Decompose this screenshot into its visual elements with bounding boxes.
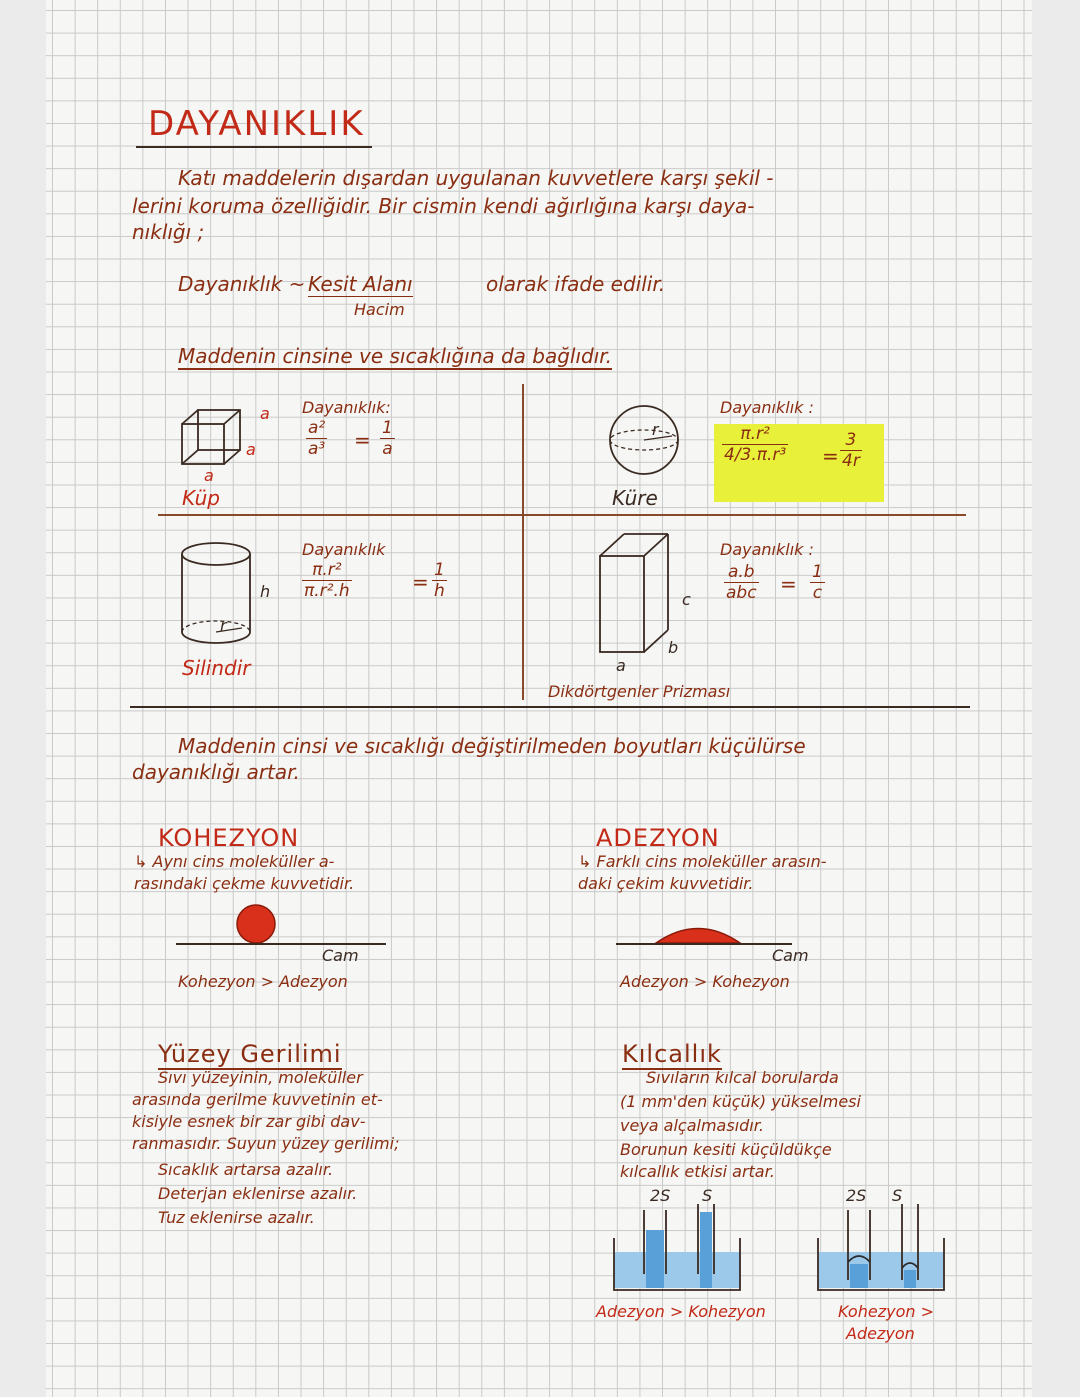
capillarity-line-1: Sıvıların kılcal borularda — [646, 1068, 839, 1087]
capillarity-line-5: kılcallık etkisi artar. — [620, 1162, 775, 1181]
cube-den-2: a — [382, 439, 393, 459]
page-title: DAYANIKLIK — [148, 104, 365, 144]
formula-tail: olarak ifade edilir. — [486, 272, 666, 296]
cylinder-den-1: π.r².h — [304, 581, 350, 601]
dependence-note: Maddenin cinsine ve sıcaklığına da bağlıdır. — [178, 344, 613, 368]
cohesion-surface-label: Cam — [322, 946, 359, 965]
prism-heading: Dayanıklık : — [720, 540, 814, 559]
sphere-den-2: 4r — [842, 451, 860, 471]
intro-line-1: Katı maddelerin dışardan uygulanan kuvvetlere karşı şekil - — [178, 166, 774, 190]
title-underline — [136, 146, 372, 148]
cube-heading: Dayanıklık: — [302, 398, 391, 417]
capillary-adhesion-drawing — [608, 1204, 758, 1294]
prism-fraction-2 — [810, 562, 825, 603]
surface-tension-line-7: Tuz eklenirse azalır. — [158, 1208, 315, 1227]
horizontal-divider — [158, 514, 966, 516]
formula-lhs: Dayanıklık ~ — [178, 272, 306, 296]
cylinder-num-1: π.r² — [302, 560, 352, 581]
size-note-line-1: Maddenin cinsi ve sıcaklığı değiştirilmeden boyutları küçülürse — [178, 734, 806, 758]
sphere-equals: = — [822, 444, 839, 468]
capillarity-line-2: (1 mm'den küçük) yükselmesi — [620, 1092, 861, 1111]
capillary-right-caption-2: Adezyon — [846, 1324, 915, 1343]
formula-numerator: Kesit Alanı — [308, 272, 413, 296]
section-divider — [130, 706, 970, 708]
prism-den-1: abc — [726, 583, 757, 603]
cylinder-label: Silindir — [182, 656, 251, 680]
cube-fraction-1 — [306, 418, 327, 459]
sphere-fraction-1 — [722, 424, 788, 465]
surface-tension-line-1: Sıvı yüzeyinin, moleküller — [158, 1068, 363, 1087]
surface-tension-line-2: arasında gerilme kuvvetinin et- — [132, 1090, 383, 1109]
cohesion-title: KOHEZYON — [158, 824, 300, 852]
cohesion-drop-drawing — [176, 900, 416, 960]
cube-edge-top: a — [260, 404, 270, 423]
sphere-den-1: 4/3.π.r³ — [724, 445, 787, 465]
cube-label: Küp — [182, 486, 220, 510]
cohesion-relation: Kohezyon > Adezyon — [178, 972, 348, 991]
cylinder-fraction-1 — [302, 560, 352, 601]
sphere-radius: r — [652, 420, 659, 439]
adhesion-line-2: daki çekim kuvvetidir. — [578, 874, 754, 893]
sphere-heading: Dayanıklık : — [720, 398, 814, 417]
prism-edge-c: c — [682, 590, 691, 609]
cylinder-equals: = — [412, 570, 429, 594]
adhesion-line-1: ↳ Farklı cins moleküller arasın- — [578, 852, 827, 871]
capillary-right-caption-1: Kohezyon > — [838, 1302, 934, 1321]
capillarity-line-4: Borunun kesiti küçüldükçe — [620, 1140, 832, 1159]
surface-tension-line-6: Deterjan eklenirse azalır. — [158, 1184, 358, 1203]
left-tube-label-s: S — [702, 1186, 713, 1205]
sphere-num-2: 3 — [840, 430, 862, 451]
cylinder-num-2: 1 — [434, 560, 445, 580]
surface-tension-title: Yüzey Gerilimi — [158, 1040, 342, 1068]
formula-denominator: Hacim — [354, 300, 405, 319]
cube-edge-side: a — [246, 440, 256, 459]
cube-den-1: a³ — [308, 439, 326, 459]
cube-num-1: a² — [308, 418, 326, 438]
cube-edge-bottom: a — [204, 466, 214, 485]
surface-tension-line-4: ranmasıdır. Suyun yüzey gerilimi; — [132, 1134, 400, 1153]
cube-num-2: 1 — [382, 418, 393, 438]
surface-tension-line-3: kisiyle esnek bir zar gibi dav- — [132, 1112, 366, 1131]
prism-num-1: a.b — [724, 562, 759, 583]
prism-edge-a: a — [616, 656, 626, 675]
sphere-fraction-2 — [840, 430, 862, 471]
capillary-left-caption: Adezyon > Kohezyon — [596, 1302, 766, 1321]
surface-tension-line-5: Sıcaklık artarsa azalır. — [158, 1160, 334, 1179]
size-note-line-2: dayanıklığı artar. — [132, 760, 300, 784]
vertical-divider — [522, 384, 524, 700]
intro-line-2: lerini koruma özelliğidir. Bir cismin kendi ağırlığına karşı daya- — [132, 194, 755, 218]
intro-line-3: nıklığı ; — [132, 220, 205, 244]
right-tube-label-s: S — [892, 1186, 903, 1205]
prism-fraction-1 — [724, 562, 759, 603]
cylinder-fraction-2 — [432, 560, 447, 601]
capillary-cohesion-drawing — [812, 1204, 962, 1294]
cube-equals: = — [354, 428, 371, 452]
capillarity-line-3: veya alçalmasıdır. — [620, 1116, 764, 1135]
adhesion-title: ADEZYON — [596, 824, 720, 852]
prism-num-2: 1 — [812, 562, 823, 582]
cylinder-height: h — [260, 582, 271, 601]
prism-den-2: c — [812, 583, 823, 603]
cylinder-radius: r — [220, 616, 227, 635]
right-tube-label-2s: 2S — [846, 1186, 867, 1205]
left-tube-label-2s: 2S — [650, 1186, 671, 1205]
prism-label: Dikdörtgenler Prizması — [548, 682, 731, 701]
cohesion-line-1: ↳ Aynı cins moleküller a- — [134, 852, 335, 871]
adhesion-surface-label: Cam — [772, 946, 809, 965]
adhesion-relation: Adezyon > Kohezyon — [620, 972, 790, 991]
prism-equals: = — [780, 572, 797, 596]
capillarity-title: Kılcallık — [622, 1040, 722, 1068]
sphere-label: Küre — [612, 486, 658, 510]
prism-edge-b: b — [668, 638, 679, 657]
cylinder-heading: Dayanıklık — [302, 540, 386, 559]
cylinder-den-2: h — [434, 581, 445, 601]
adhesion-drop-drawing — [616, 910, 816, 950]
cohesion-line-2: rasındaki çekme kuvvetidir. — [134, 874, 355, 893]
cube-fraction-2 — [380, 418, 395, 459]
sphere-num-1: π.r² — [722, 424, 788, 445]
sphere-drawing — [600, 406, 690, 478]
